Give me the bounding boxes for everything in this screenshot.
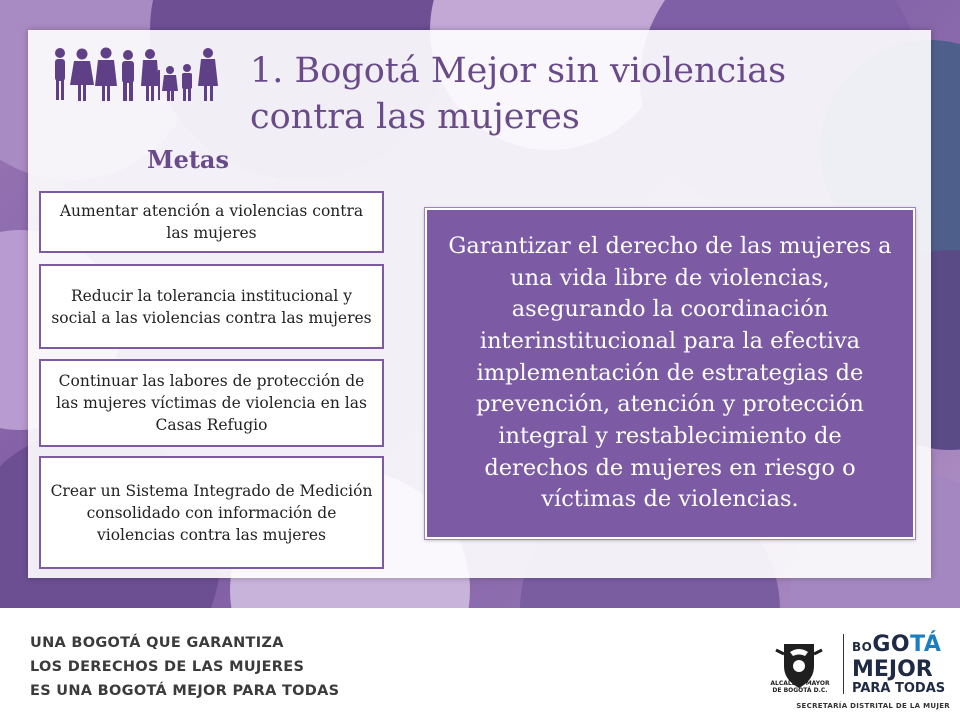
goal-item: Aumentar atención a violencias contra las mujeres — [39, 191, 384, 253]
page-title: 1. Bogotá Mejor sin violencias contra las mujeres — [250, 51, 787, 137]
crest-label-line: ALCALDÍA MAYOR — [770, 680, 830, 687]
footer-line: LOS DERECHOS DE LAS MUJERES — [30, 659, 305, 675]
secretaria-label: SECRETARÍA DISTRITAL DE LA MUJER — [796, 702, 950, 710]
brand-text: PARA TODAS — [852, 681, 946, 696]
brand-text: GO — [872, 632, 911, 657]
crest-label-line: DE BOGOTÁ D.C. — [772, 687, 828, 694]
brand-text: BO — [852, 640, 873, 654]
footer-line: ES UNA BOGOTÁ MEJOR PARA TODAS — [30, 683, 340, 699]
section-subtitle: Metas — [147, 145, 229, 174]
footer-slogan — [30, 631, 339, 703]
objective-box: Garantizar el derecho de las mujeres a una vida libre de violencias, asegurando la coordinación interinstitucional para la efectiva implementación de estrategias de prevención, atención y protección integral y restablecimiento de derechos de mujeres en riesgo o víctimas de violencias. — [425, 208, 915, 539]
footer-divider — [843, 634, 844, 694]
brand-text: MEJOR — [852, 657, 933, 682]
brand-text: TÁ — [910, 632, 942, 657]
women-group-icon — [50, 46, 225, 104]
crest-label — [760, 680, 840, 694]
goal-item: Reducir la tolerancia institucional y social a las violencias contra las mujeres — [39, 264, 384, 349]
footer-line: UNA BOGOTÁ QUE GARANTIZA — [30, 635, 284, 651]
bogota-mejor-logo — [852, 633, 945, 696]
goal-item: Crear un Sistema Integrado de Medición consolidado con información de violencias contra las mujeres — [39, 456, 384, 569]
goal-item: Continuar las labores de protección de las mujeres víctimas de violencia en las Casas Refugio — [39, 359, 384, 447]
